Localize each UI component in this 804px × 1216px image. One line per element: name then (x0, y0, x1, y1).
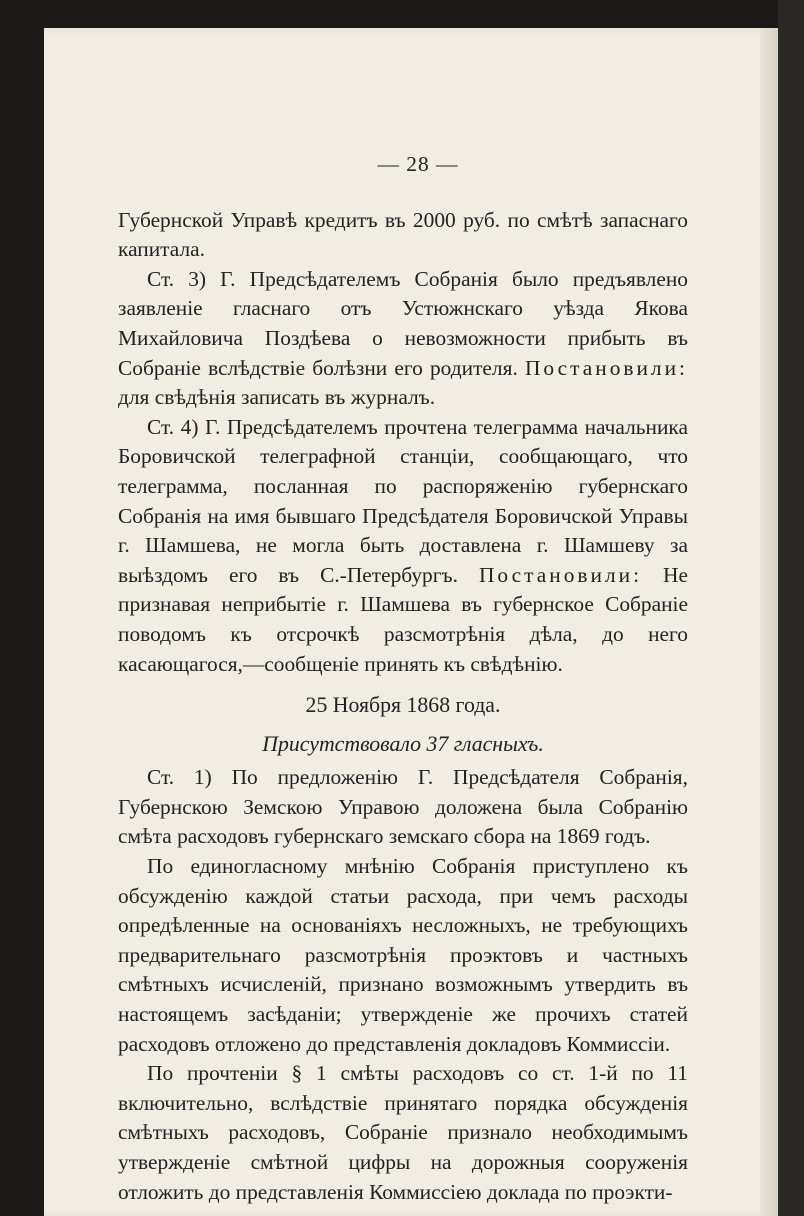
article-4-resolution: Не признавая неприбытіе г. Шамшева въ губернское Собраніе поводомъ къ отсрочкѣ разсмотрѣнія дѣла, до него касающагося,—сообщеніе принять къ свѣдѣнію. (118, 562, 688, 676)
page-text (118, 150, 688, 1207)
article-3-text: Ст. 3) Г. Предсѣдателемъ Собранія было предъявлено заявленіе гласнаго отъ Устюжнскаго уѣзда Якова Михайловича Поздѣева о невозможности прибыть въ Собраніе вслѣдствіе болѣзни его родителя. (118, 266, 688, 380)
attendance-line: Присутствовало 37 гласныхъ. (262, 731, 544, 756)
scan-border (778, 0, 804, 1216)
paragraph-reading: По прочтеніи § 1 смѣты расходовъ со ст. 1-й по 11 включительно, вслѣдствіе принятаго порядка обсужденія смѣтныхъ расходовъ, Собраніе признало необходимымъ утвержденіе смѣтной цифры на дорожныя сооруженія отложить до представленія Коммиссіею доклада по проэкти- (118, 1061, 688, 1204)
page-edge (760, 28, 778, 1216)
article-3 (118, 265, 688, 413)
paragraph-unanimous: По единогласному мнѣнію Собранія приступлено къ обсужденію каждой статьи расхода, при чемъ расходы опредѣленные на основаніяхъ несложныхъ, не требующихъ предварительнаго разсмотрѣнія проэктовъ и частныхъ смѣтныхъ исчисленій, признано возможнымъ утвердить въ настоящемъ засѣданіи; утвержденіе же прочихъ статей расходовъ отложено до представленія докладовъ Коммиссіи. (118, 854, 688, 1056)
article-3-resolution: для свѣдѣнія записать въ журналъ. (118, 385, 436, 410)
article-4 (118, 413, 688, 679)
date-heading: 25 Ноября 1868 года. (305, 693, 501, 718)
article-4-text: Ст. 4) Г. Предсѣдателемъ прочтена телеграмма начальника Боровичской телеграфной станціи, сообщающаго, что телеграмма, посланная по распоряженію губернскаго Собранія на имя бывшаго Предсѣдателя Боровичской Управы г. Шамшева, не могла быть доставлена г. Шамшеву за выѣздомъ его въ С.-Петербургъ. (118, 414, 688, 587)
article-3-resolved: Постановили: (524, 355, 688, 380)
page-number: — 28 — (377, 152, 459, 176)
article-4-resolved: Постановили: (478, 562, 643, 587)
article-1: Ст. 1) По предложенію Г. Предсѣдателя Собранія, Губернскою Земскою Управою доложена была Собранію смѣта расходовъ губернскаго земскаго сбора на 1869 годъ. (118, 765, 688, 849)
paragraph-continuation: Губернской Управѣ кредитъ въ 2000 руб. по смѣтѣ запаснаго капитала. (118, 207, 688, 262)
